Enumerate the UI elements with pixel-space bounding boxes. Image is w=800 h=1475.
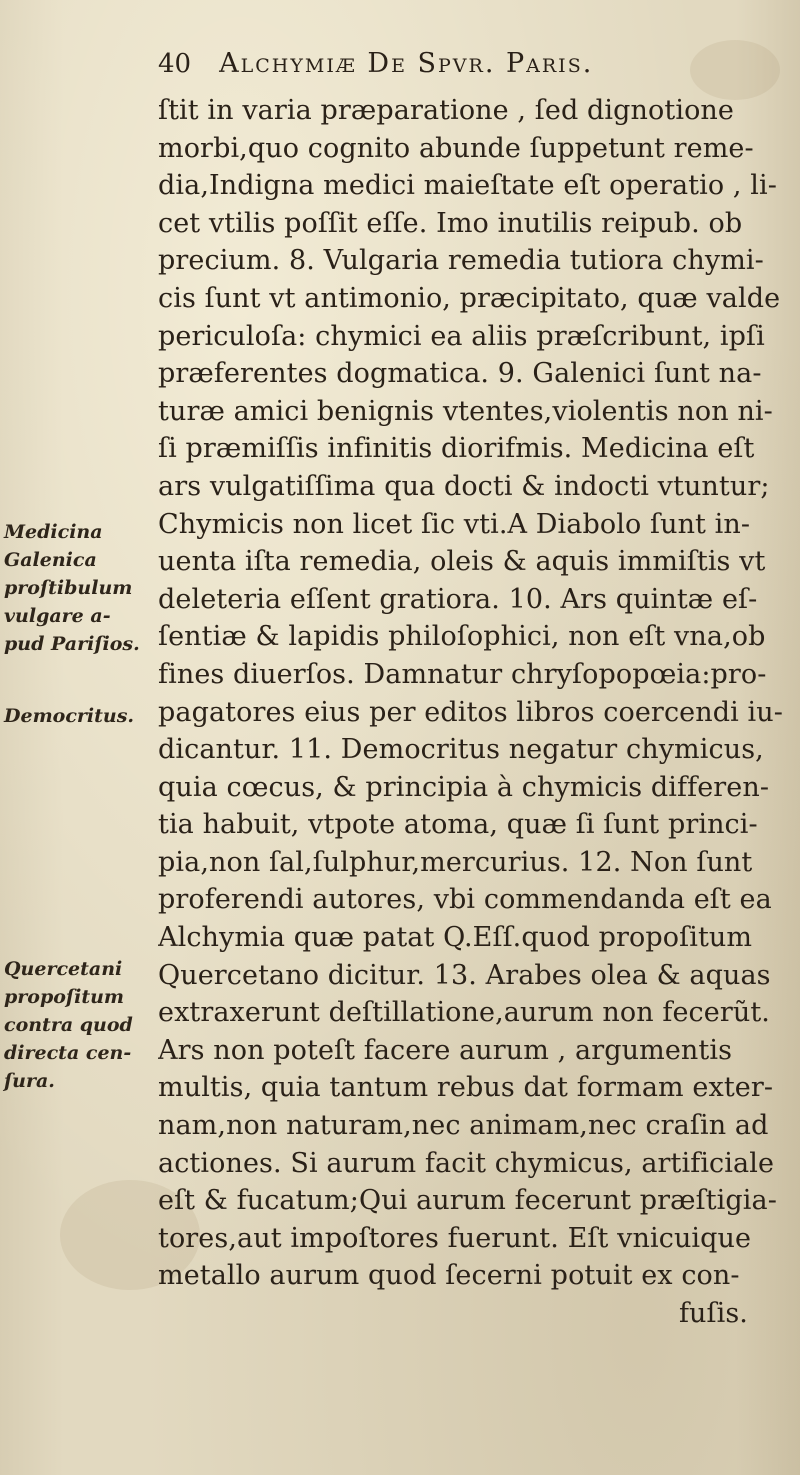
text-line: eſt & fucatum;Qui aurum fecerunt præſtigia- [158,1185,777,1217]
margin-note-line: contra quod [4,1014,133,1036]
margin-note-line: directa cen- [4,1042,132,1064]
text-line: Quercetano dicitur. 13. Arabes olea & aquas [158,959,771,991]
margin-note-line: Quercetani [4,958,123,980]
text-line: cis ſunt vt antimonio, præcipitato, quæ valde [158,282,781,314]
margin-note-line: propoſitum [4,986,125,1008]
text-line: Alchymia quæ patat Q.Eſſ.quod propoſitum [158,922,753,954]
text-line: dicantur. 11. Democritus negatur chymicus, [158,734,764,766]
page-number: 40 [158,49,192,79]
body-text [158,92,788,1333]
running-title: Alchymiæ De Spvr. Paris. [219,48,594,79]
text-line: ſentiæ & lapidis philoſophici, non eſt vna,ob [158,621,766,653]
text-line: multis, quia tantum rebus dat formam exter- [158,1072,774,1104]
text-line: dia,Indigna medici maieſtate eſt operatio , li- [158,170,777,202]
margin-note-line: pud Pariſios. [4,633,140,655]
text-line: pia,non ſal,ſulphur,mercurius. 12. Non ſunt [158,846,753,878]
margin-note-democritus [4,702,154,730]
margin-note-line: Medicina [4,521,103,543]
text-line: quia cœcus, & principia à chymicis differen- [158,771,770,803]
text-line: tia habuit, vtpote atoma, quæ ſi ſunt princi- [158,809,758,841]
text-line: actiones. Si aurum facit chymicus, artificiale [158,1147,775,1179]
text-line: nam,non naturam,nec animam,nec craſin ad [158,1110,769,1142]
margin-note-line: proſtibulum [4,577,133,599]
text-line: turæ amici benignis vtentes,violentis non ni- [158,395,773,427]
margin-note-line: ſura. [4,1070,55,1092]
text-line: extraxerunt deſtillatione,aurum non fecerũt. [158,997,770,1029]
margin-note-line: vulgare a- [4,605,111,627]
text-line: tores,aut impoſtores fuerunt. Eſt vnicuique [158,1222,752,1254]
running-head [158,48,758,88]
text-line: proferendi autores, vbi commendanda eſt ea [158,884,772,916]
margin-note-line: Democritus. [4,705,135,727]
text-line: fines diuerſos. Damnatur chryſopopœia:pro- [158,658,767,690]
text-line: metallo aurum quod ſecerni potuit ex con- [158,1260,740,1292]
margin-note-quercetani [4,955,154,1095]
text-line: ſi præmiſſis infinitis diorifmis. Medicina eſt [158,433,755,465]
text-line: fuſis. [678,1298,748,1329]
text-line: precium. 8. Vulgaria remedia tutiora chymi- [158,245,764,277]
text-line: ars vulgatiſſima qua docti & indocti vtuntur; [158,470,770,502]
text-line: Ars non poteſt facere aurum , argumentis [158,1034,733,1066]
margin-note-galenica [4,518,154,658]
text-line: cet vtilis poſſit eſſe. Imo inutilis reipub. ob [158,207,743,239]
text-line: præferentes dogmatica. 9. Galenici ſunt na- [158,358,762,390]
margin-note-line: Galenica [4,549,97,571]
text-line: periculoſa: chymici ea aliis præſcribunt, ipſi [158,320,765,352]
text-line: pagatores eius per editos libros coercendi iu- [158,696,783,728]
text-line: uenta iſta remedia, oleis & aquis immiſtis vt [158,546,766,578]
text-line: morbi,quo cognito abunde ſuppetunt reme- [158,132,754,164]
text-line: deleteria eſſent gratiora. 10. Ars quintæ eſ- [158,583,758,615]
text-line: Chymicis non licet ſic vti.A Diabolo ſunt in- [158,508,751,540]
text-line: ſtit in varia præparatione , ſed dignotione [158,95,734,126]
